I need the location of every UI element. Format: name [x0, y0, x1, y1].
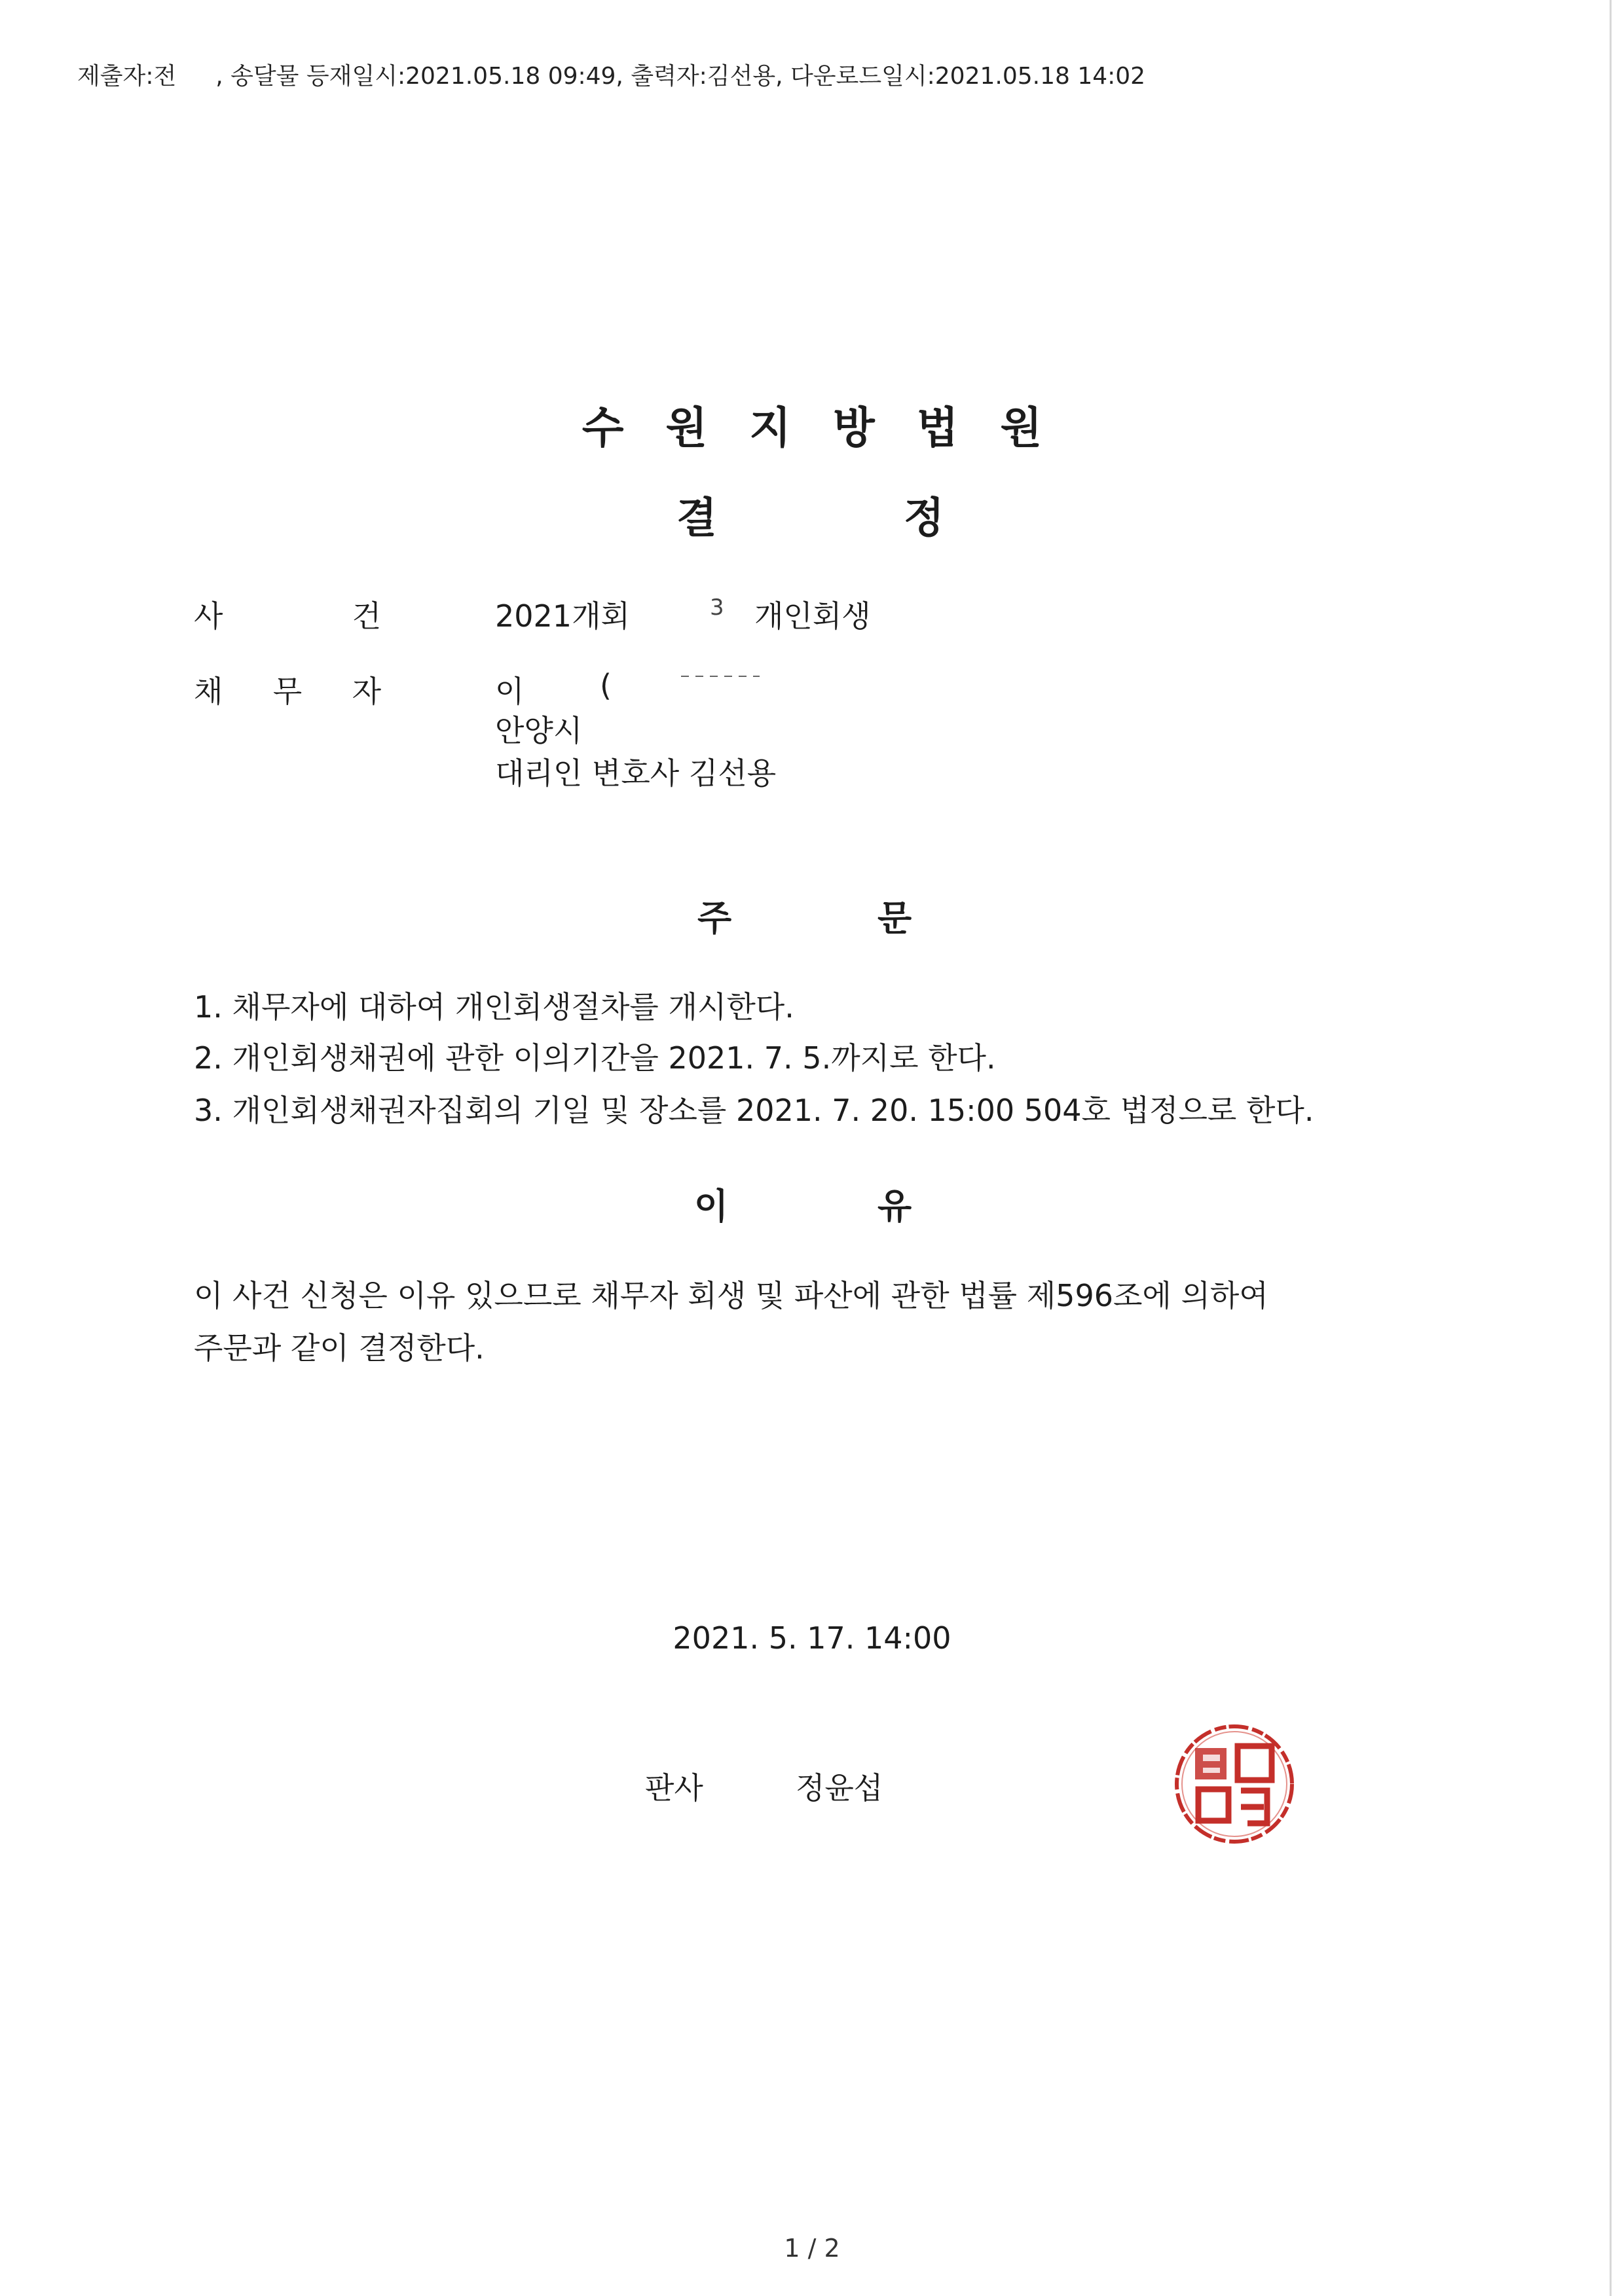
reason-line-1: 이 사건 신청은 이유 있으므로 채무자 회생 및 파산에 관한 법률 제596조에 의하여	[194, 1278, 1268, 1313]
reason-heading-left: 이	[694, 1186, 729, 1227]
doc-title-left: 결	[676, 494, 717, 543]
case-label-char: 사	[194, 598, 223, 634]
order-item: 1. 채무자에 대하여 개인회생절차를 개시한다.	[194, 989, 794, 1025]
debtor-label-char: 무	[272, 674, 303, 709]
redaction-mask	[176, 67, 215, 87]
debtor-address: 안양시	[495, 713, 583, 748]
debtor-label	[194, 668, 381, 711]
order-item: 2. 개인회생채권에 관한 이의기간을 2021. 7. 5.까지로 한다.	[194, 1040, 996, 1076]
order-heading-left: 주	[697, 898, 732, 939]
case-type: 개인회생	[754, 598, 871, 634]
debtor-agent: 대리인 변호사 김선용	[495, 756, 777, 791]
reason-heading-right: 유	[877, 1186, 912, 1227]
page-number: 1 / 2	[784, 2234, 840, 2263]
case-label-char: 건	[352, 598, 381, 634]
judge-seal	[1169, 1719, 1300, 1850]
case-number-fragment: 3	[710, 594, 724, 621]
judge-name: 정윤섭	[796, 1770, 883, 1806]
decision-date: 2021. 5. 17. 14:00	[673, 1620, 951, 1656]
debtor-paren: (	[600, 668, 612, 703]
judge-title: 판사	[645, 1770, 703, 1806]
order-heading-right: 문	[877, 898, 912, 939]
download-header	[77, 58, 1145, 91]
case-label	[194, 592, 381, 636]
header-submitter: 제출자:전	[77, 63, 177, 90]
reason-line-2: 주문과 같이 결정한다.	[194, 1330, 485, 1366]
header-details: , 송달물 등재일시:2021.05.18 09:49, 출력자:김선용, 다운로드일시:2021.05.18 14:02	[215, 63, 1146, 90]
doc-title-right: 정	[904, 494, 944, 543]
order-item: 3. 개인회생채권자집회의 기일 및 장소를 2021. 7. 20. 15:00 504호 법정으로 한다.	[194, 1093, 1314, 1128]
debtor-label-char: 채	[194, 674, 223, 709]
case-number: 2021개회	[495, 598, 630, 634]
redaction-remnant	[681, 674, 760, 678]
debtor-label-char: 자	[352, 674, 381, 709]
scan-edge	[1610, 0, 1612, 2296]
court-name: 수원지방법원	[581, 403, 1084, 453]
debtor-name: 이	[495, 674, 525, 709]
